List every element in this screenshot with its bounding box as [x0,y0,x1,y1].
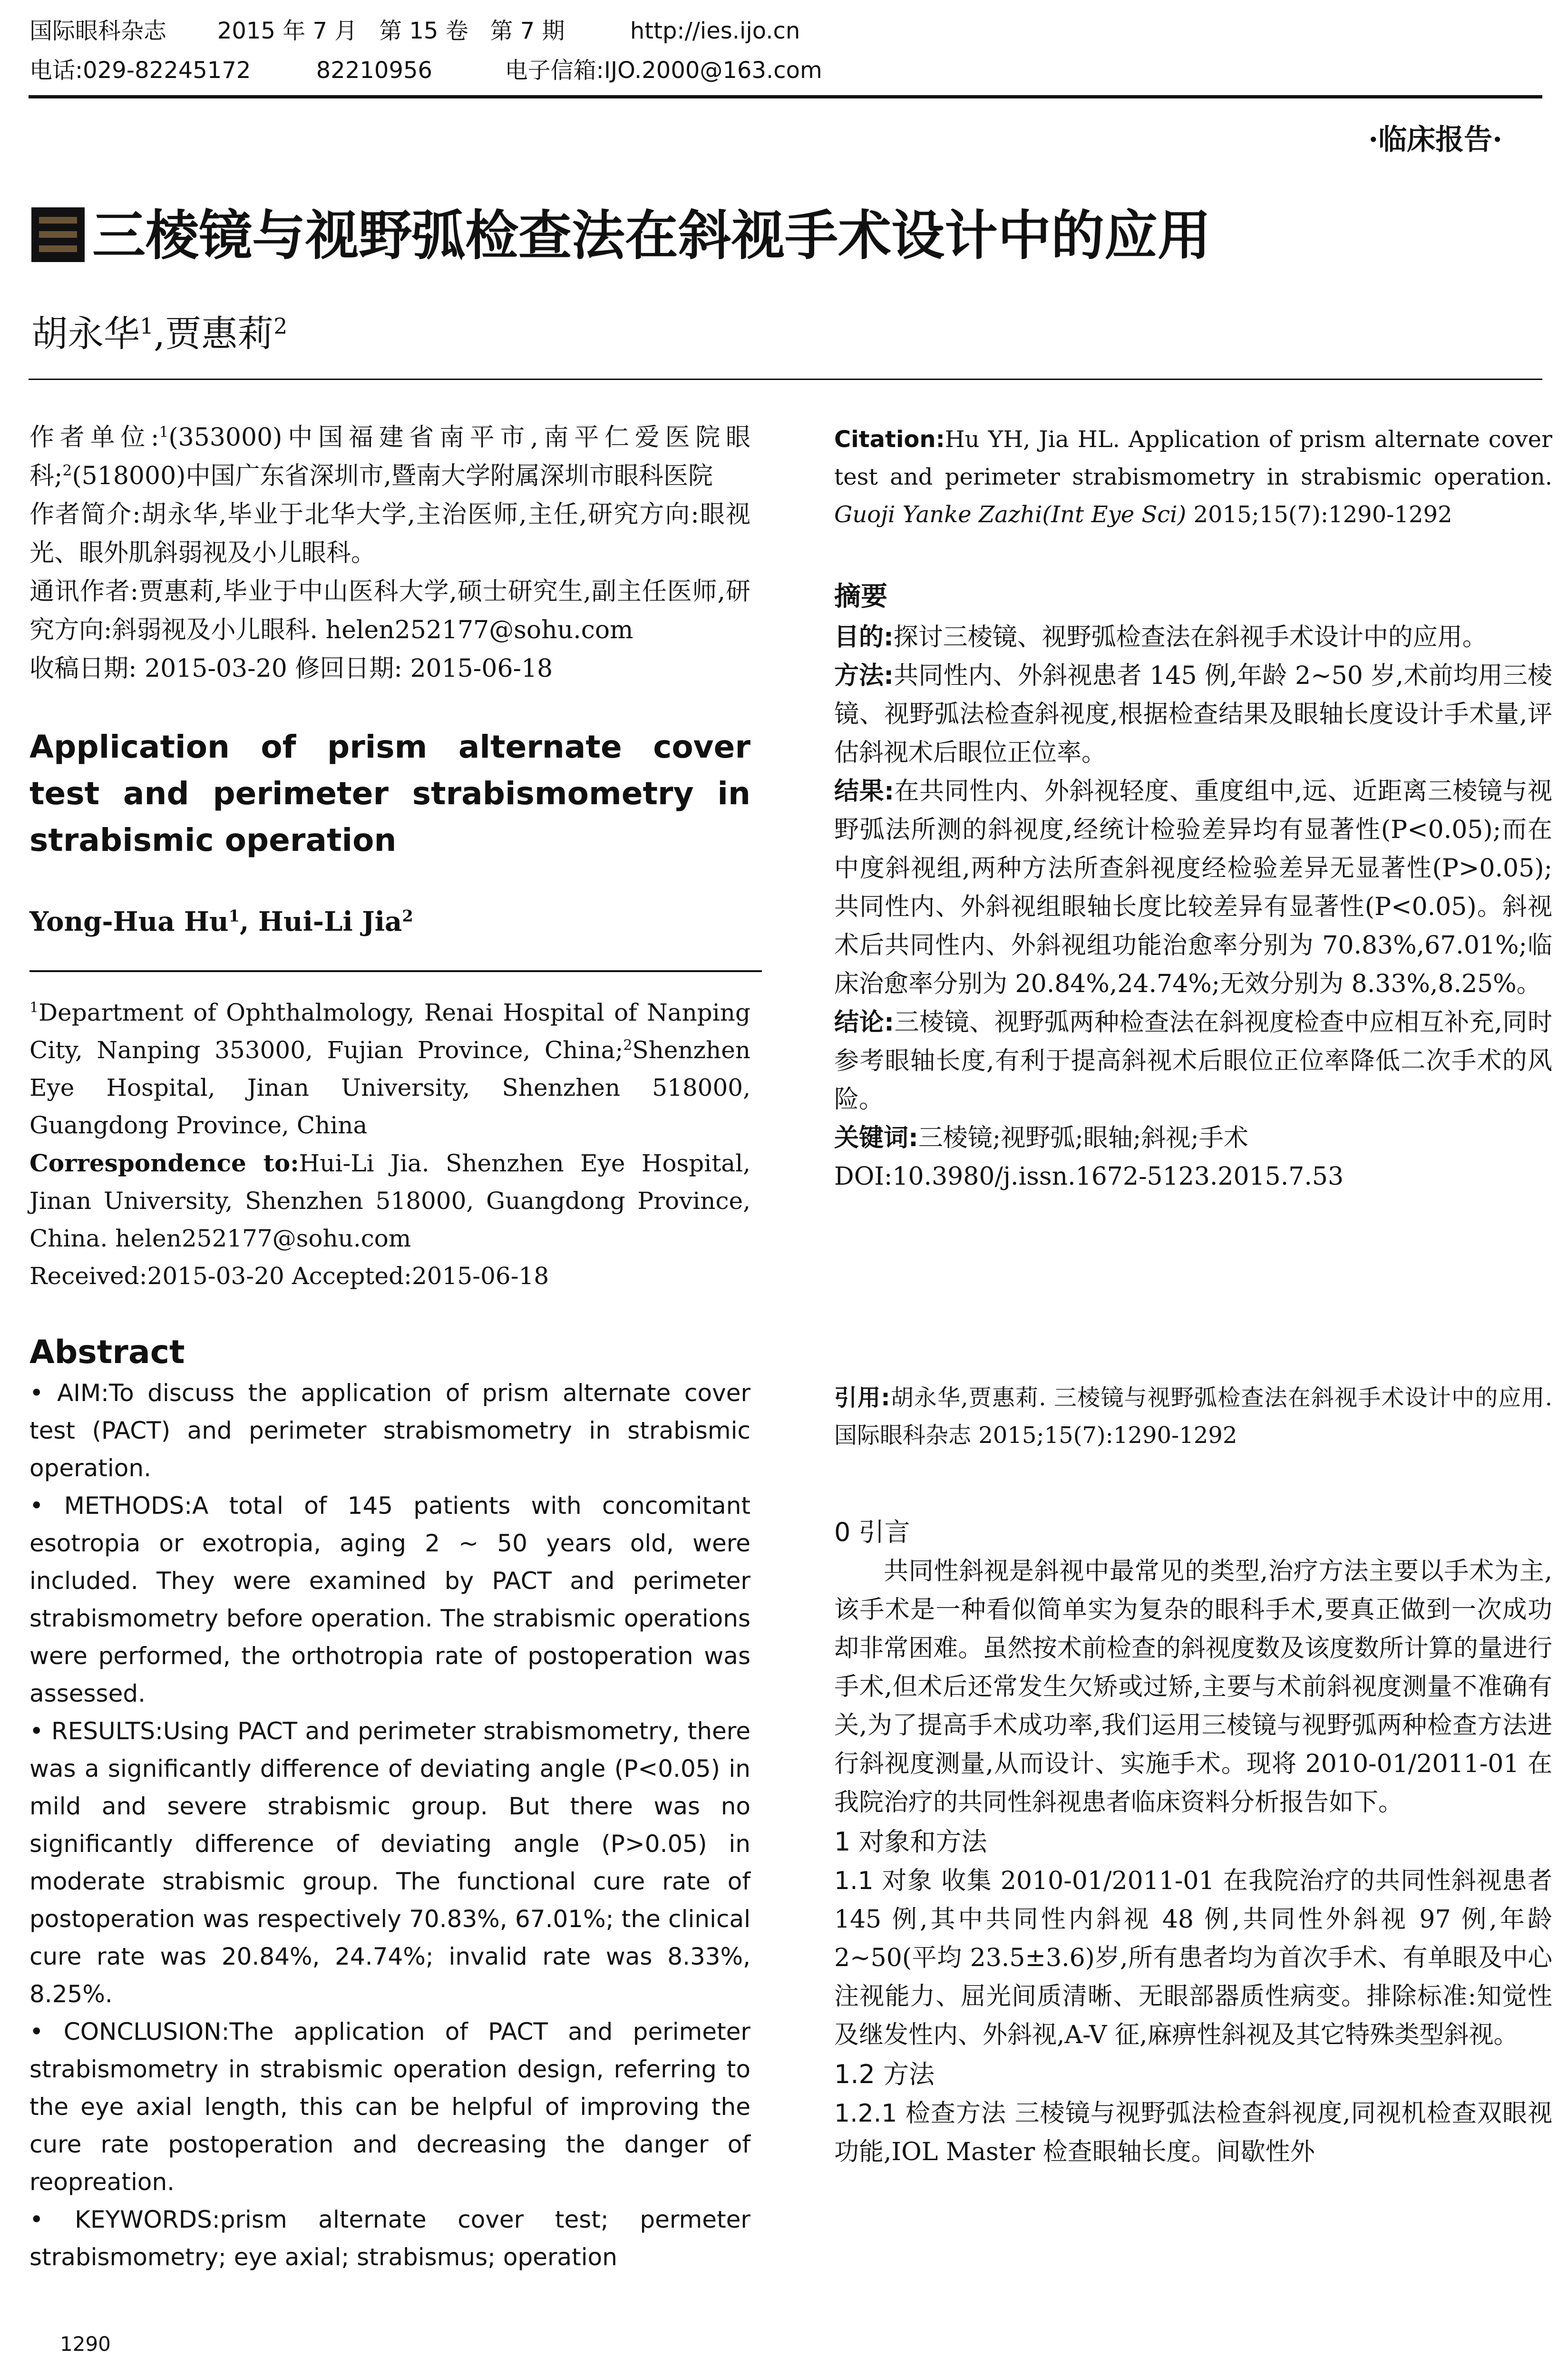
abstract-cn-results: 结果:在共同性内、外斜视轻度、重度组中,远、近距离三棱镜与视野弧法所测的斜视度,经统计检验差异均有显著性(P<0.05);而在中度斜视组,两种方法所查斜视度经检验差异无显著性(P>0.05);共同性内、外斜视组眼轴长度比较差异有显著性(P<0.05)。斜视术后共同性内、外斜视组功能治愈率分别为 70.83%,67.01%;临床治愈率分别为 20.84%,24.74%;无效分别为 8.33%,8.25%。 [834,777,1553,998]
header-rule [29,95,1542,98]
corresponding-author-cn: 通讯作者:贾惠莉,毕业于中山医科大学,硕士研究生,副主任医师,研究方向:斜弱视及小儿眼科. helen252177@sohu.com [29,577,750,644]
dates-en: Received:2015-03-20 Accepted:2015-06-18 [29,1262,549,1290]
abstract-cn-heading: 摘要 [834,581,887,612]
affiliation-cn: 作者单位:$^1$(353000)中国福建省南平市,南平仁爱医院眼科;$^2$(518000)中国广东省深圳市,暨南大学附属深圳市眼科医院 [29,423,750,490]
abstract-cn-keywords: 关键词:三棱镜;视野弧;眼轴;斜视;手术 [834,1124,1248,1152]
section1-heading: 1 对象和方法 [834,1827,987,1857]
body-text [834,1512,1552,2172]
authors-en-rule [29,970,762,972]
dates-cn: 收稿日期: 2015-03-20 修回日期: 2015-06-18 [29,654,553,683]
author-intro-cn: 作者简介:胡永华,毕业于北华大学,主治医师,主任,研究方向:眼视光、眼外肌斜弱视及小儿眼科。 [29,500,750,567]
journal-email: 电子信箱:IJO.2000@163.com [505,57,822,84]
journal-phone: 电话:029-82245172 [29,57,251,84]
abstract-cn-aim: 目的:探讨三棱镜、视野弧检查法在斜视手术设计中的应用。 [834,623,1487,652]
volume: 第 15 卷 [379,18,468,44]
section-label: ·临床报告· [1368,123,1502,156]
abstract-en-keywords: • KEYWORDS:prism alternate cover test; permeter strabismometry; eye axial; strabismus; operation [29,2206,750,2271]
section1-2-1-paragraph: 1.2.1 检查方法 三棱镜与视野弧法检查斜视度,同视机检查双眼视功能,IOL Master 检查眼轴长度。间歇性外 [834,2099,1553,2166]
correspondence-en: Correspondence to:Hui-Li Jia. Shenzhen Eye Hospital, Jinan University, Shenzhen 518000, Guangdong Province, China. helen252177@sohu.com [29,1149,750,1252]
abstract-cn-conclusion: 结论:三棱镜、视野弧两种检查法在斜视度检查中应相互补充,同时参考眼轴长度,有利于提高斜视术后眼位正位率降低二次手术的风险。 [834,1008,1553,1114]
journal-header-line2 [29,53,822,88]
intro-paragraph: 共同性斜视是斜视中最常见的类型,治疗方法主要以手术为主,该手术是一种看似简单实为复杂的眼科手术,要真正做到一次成功却非常困难。虽然按术前检查的斜视度数及该度数所计算的量进行手术,但术后还常发生欠矫或过矫,主要与术前斜视度测量不准确有关,为了提高手术成功率,我们运用三棱镜与视野弧两种检查方法进行斜视度测量,从而设计、实施手术。现将 2010-01/2011-01 在我院治疗的共同性斜视患者临床资料分析报告如下。 [834,1557,1552,1817]
abstract-cn [834,575,1552,1196]
abstract-en-results: • RESULTS:Using PACT and perimeter strabismometry, there was a significantly difference of deviating angle (P<0.05) in mild and severe strabismic group. But there was no significantly difference of deviating angle (P>0.05) in moderate strabismic group. The functional cure rate of postoperation was respectively 70.83%, 67.01%; the clinical cure rate was 20.84%, 24.74%; invalid rate was 8.33%, 8.25%. [29,1717,750,2008]
abstract-en-conclusion: • CONCLUSION:The application of PACT and perimeter strabismometry in strabismic operation design, referring to the eye axial length, this can be helpful of improving the cure rate postoperation and decreasing the danger of reopreation. [29,2018,750,2196]
issue-date: 2015 年 7 月 [217,18,358,44]
issue-number: 第 7 期 [490,18,565,44]
authors-cn: 胡永华$^1$,贾惠莉$^2$ [31,312,288,355]
article-title-en: Application of prism alternate cover test and perimeter strabismometry in strabismic operation [29,729,750,858]
authors-en: Yong-Hua Hu$^1$, Hui-Li Jia$^2$ [29,906,413,937]
journal-phone-2: 82210956 [316,57,433,84]
affiliation-en: $^1$Department of Ophthalmology, Renai Hospital of Nanping City, Nanping 353000, Fujian Province, China;$^2$Shenzhen Eye Hospital, Jinan University, Shenzhen 518000, Guangdong Province, China [29,999,750,1139]
intro-heading: 0 引言 [834,1517,910,1547]
abstract-en-methods: • METHODS:A total of 145 patients with concomitant esotropia or exotropia, aging 2 ~ 50 years old, were included. They were examined by PACT and perimeter strabismometry before operation. The strabismic operations were performed, the orthotropia rate of postoperation was assessed. [29,1492,750,1707]
doi: DOI:10.3980/j.issn.1672-5123.2015.7.53 [834,1162,1344,1191]
journal-name: 国际眼科杂志 [29,18,167,44]
affiliation-cn-block [29,419,750,688]
abstract-cn-methods: 方法:共同性内、外斜视患者 145 例,年龄 2~50 岁,术前均用三棱镜、视野弧法检查斜视度,根据检查结果及眼轴长度设计手术量,评估斜视术后眼位正位率。 [834,662,1552,767]
citation-cn: 引用:胡永华,贾惠莉. 三棱镜与视野弧检查法在斜视手术设计中的应用. 国际眼科杂志 2015;15(7):1290-1292 [834,1384,1552,1449]
section1-1-paragraph: 1.1 对象 收集 2010-01/2011-01 在我院治疗的共同性斜视患者 145 例,其中共同性内斜视 48 例,共同性外斜视 97 例,年龄 2~50(平均 23.5±3.6)岁,所有患者均为首次手术、有单眼及中心注视能力、屈光间质清晰、无眼部器质性病变。排除标准:知觉性及继发性内、外斜视,A-V 征,麻痹性斜视及其它特殊类型斜视。 [834,1867,1552,2049]
abstract-en-heading: Abstract [29,1334,185,1371]
journal-header-line1 [29,13,800,49]
title-rule [29,379,1542,380]
abstract-en-aim: • AIM:To discuss the application of prism alternate cover test (PACT) and perimeter strabismometry in strabismic operation. [29,1379,751,1482]
article-title-cn: 三棱镜与视野弧检查法在斜视手术设计中的应用 [92,205,1211,267]
section1-2-heading: 1.2 方法 [834,2059,935,2089]
journal-url[interactable]: http://ies.ijo.cn [630,18,800,44]
title-mark-icon [31,207,85,262]
citation-en: Citation:Hu YH, Jia HL. Application of prism alternate cover test and perimeter strabismometry in strabismic operation. Guoji Yanke Zazhi(Int Eye Sci) 2015;15(7):1290-1292 [834,426,1552,528]
affiliation-en-block [29,994,750,1295]
page-number: 1290 [60,2332,111,2356]
abstract-en [29,1331,750,2276]
